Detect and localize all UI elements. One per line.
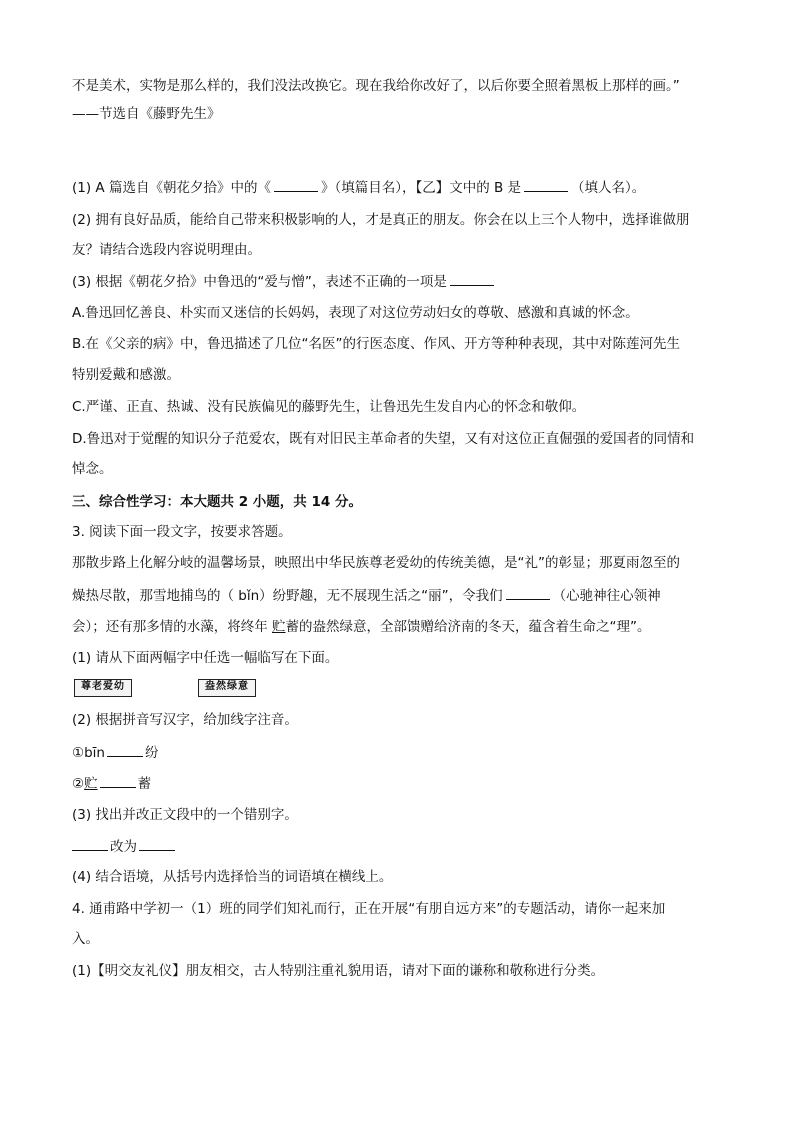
q3-passage-line3-a: 会）；还有那多情的水藻，将终年 [72, 619, 273, 635]
q3-sub3: (3) 找出并改正文段中的一个错别字。 [72, 807, 298, 823]
q3-sub1: (1) 请从下面两幅字中任选一幅临写在下面。 [72, 650, 339, 666]
q4-line2: 入。 [72, 931, 99, 947]
q3-item2-underlined: 贮 [84, 776, 98, 792]
answer-blank-choice[interactable] [450, 271, 494, 286]
answer-blank-pinyin[interactable] [100, 773, 136, 788]
q3-sub4: (4) 结合语境，从括号内选择恰当的词语填在横线上。 [72, 869, 393, 885]
q3-passage-line1: 那散步路上化解分岐的温馨场景，映照出中华民族尊老爱幼的传统美德，是“礼”的彰显；那夏雨忽至的 [72, 555, 680, 571]
answer-blank-wrong-char[interactable] [72, 836, 108, 851]
q3-fix-text: 改为 [110, 839, 137, 855]
q3-item2-num: ② [72, 776, 85, 792]
q4-sub1: (1)【明交友礼仪】朋友相交，古人特别注重礼貌用语，请对下面的谦称和敬称进行分类。 [72, 963, 605, 979]
answer-blank-idiom[interactable] [506, 585, 550, 600]
q1-sub2-line2: 友？请结合选段内容说明理由。 [72, 242, 261, 258]
q1-sub3 [72, 271, 722, 292]
q3-item2-char: 蓄 [137, 776, 152, 792]
q3-passage-line3-b: 蓄的盎然绿意，全部馈赠给济南的冬天，蕴含着生命之“理”。 [285, 619, 651, 635]
q3-passage-line2-a: 燥热尽散，那雪地捕鸟的（ bǐn）纷野趣，无不展现生活之“丽”，令我们 [72, 588, 503, 604]
q3-passage-line2 [72, 585, 722, 606]
passage-end-line: 不是美术，实物是那么样的，我们没法改换它。现在我给你改好了，以后你要全照着黑板上那样的画。” [72, 78, 680, 94]
q3-item1-pinyin: ①bīn [72, 745, 105, 761]
calligraphy-sample-1: 尊老爱幼 [74, 679, 132, 697]
option-d-line2: 悼念。 [72, 461, 113, 477]
q1-sub1 [72, 177, 722, 198]
option-c: C.严谨、正直、热诚、没有民族偏见的藤野先生，让鲁迅先生发自内心的怀念和敬仰。 [72, 399, 586, 415]
q4-line1: 4. 通甫路中学初一（1）班的同学们知礼而行，正在开展“有朋自远方来”的专题活动，请你一起来加 [72, 901, 666, 917]
q3-fix-line [72, 836, 722, 857]
q3-item1 [72, 742, 722, 763]
q3-item2 [72, 773, 722, 794]
answer-blank-chapter[interactable] [274, 177, 318, 192]
q1-sub3-stem: (3) 根据《朝花夕拾》中鲁迅的“爱与憎”，表述不正确的一项是 [72, 274, 447, 290]
q3-sub2: (2) 根据拼音写汉字，给加线字注音。 [72, 712, 298, 728]
q1-sub1-text-b: 》（填篇目名），【乙】文中的 B 是 [320, 180, 522, 196]
q3-passage-line2-b: （心驰神往心领神 [552, 588, 661, 604]
option-d-line1: D.鲁迅对于觉醒的知识分子范爱农，既有对旧民主革命者的失望，又有对这位正直倔强的爱国者的同情和 [72, 431, 695, 447]
answer-blank-correct-char[interactable] [139, 836, 175, 851]
passage-source: ——节选自《藤野先生》 [72, 106, 221, 122]
q3-item1-char: 纷 [144, 745, 159, 761]
option-a: A.鲁迅回忆善良、朴实而又迷信的长妈妈，表现了对这位劳动妇女的尊敬、感激和真诚的怀念。 [72, 305, 639, 321]
answer-blank-char[interactable] [107, 742, 143, 757]
option-b-line1: B.在《父亲的病》中，鲁迅描述了几位“名医”的行医态度、作风、开方等种种表现，其中对陈莲河先生 [72, 336, 681, 352]
q1-sub1-text-a: (1) A 篇选自《朝花夕拾》中的《 [72, 180, 271, 196]
calligraphy-sample-2: 盎然绿意 [198, 679, 256, 697]
q3-passage-line3 [72, 617, 722, 637]
option-b-line2: 特别爱戴和感激。 [72, 367, 180, 383]
q1-sub2-line1: (2) 拥有良好品质，能给自己带来积极影响的人，才是真正的朋友。你会在以上三个人物中，选择谁做朋 [72, 212, 690, 228]
section-heading: 三、综合性学习：本大题共 2 小题，共 14 分。 [72, 494, 362, 510]
underlined-char: 贮 [272, 619, 286, 635]
q3-title: 3. 阅读下面一段文字，按要求答题。 [72, 524, 292, 540]
answer-blank-person[interactable] [524, 177, 568, 192]
q1-sub1-text-c: （填人名）。 [571, 180, 646, 196]
